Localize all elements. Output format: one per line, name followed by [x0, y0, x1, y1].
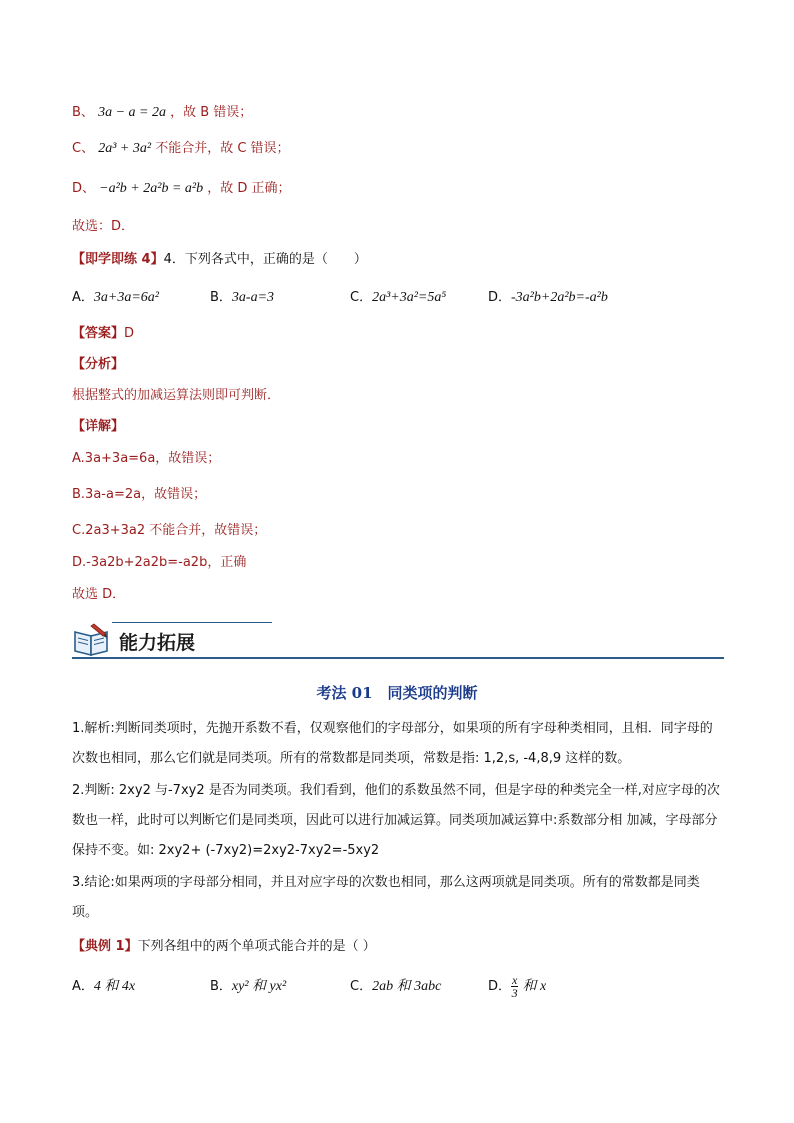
detail-line: B.3a-a=2a，故错误；	[72, 487, 207, 502]
detail-line: D.-3a2b+2a2b=-a2b，正确	[72, 555, 247, 570]
formula: 3a − a = 2a	[98, 105, 166, 120]
practice-tag: 【即学即练 4】	[72, 252, 164, 267]
verdict-text: 不能合并，故 C 错误；	[155, 141, 290, 156]
banner-rule	[72, 657, 724, 659]
example-text: 下列各组中的两个单项式能合并的是（ ）	[137, 939, 376, 954]
section-title: 考法 01 同类项的判断	[316, 684, 478, 702]
answer-select-2: 故选 D．	[72, 587, 126, 602]
option-letter: D、	[72, 181, 96, 196]
option-b: B．xy² 和 yx²	[210, 979, 287, 994]
section-banner	[72, 620, 724, 662]
option-a: A．3a+3a=6a²	[72, 290, 159, 305]
formula: −a²b + 2a²b = a²b	[99, 181, 204, 196]
example-options	[72, 974, 546, 999]
book-pen-icon	[72, 622, 112, 658]
answer-value: D	[124, 326, 135, 341]
option-c: C．2ab 和 3abc	[350, 979, 442, 994]
option-letter: B、	[72, 105, 94, 120]
practice-text: 4．下列各式中，正确的是（ ）	[163, 252, 367, 267]
detail-tag: 【详解】	[72, 419, 125, 434]
option-letter: C、	[72, 141, 95, 156]
option-d: D．-3a²b+2a²b=-a²b	[488, 290, 608, 305]
formula: 2a³ + 3a²	[98, 141, 152, 156]
solution-c	[72, 140, 290, 158]
answer-select-1: 故选：D．	[72, 219, 135, 234]
practice-options	[72, 289, 608, 307]
verdict-text: ，故 B 错误；	[170, 105, 253, 120]
banner-top-rule	[112, 622, 272, 623]
fraction: $\frac{x}{3}$	[511, 973, 518, 1000]
answer-tag: 【答案】	[72, 326, 125, 341]
answer-line	[72, 325, 134, 343]
detail-line: C.2a3+3a2 不能合并，故错误；	[72, 523, 267, 538]
option-d: D． $\frac{x}{3}$ 和 x	[488, 973, 547, 1000]
practice-question	[72, 251, 367, 269]
example-question	[72, 938, 376, 956]
detail-line: A.3a+3a=6a，故错误；	[72, 451, 221, 466]
analysis-text: 根据整式的加减运算法则即可判断．	[72, 388, 281, 403]
paragraph-3: 3.结论:如果两项的字母部分相同，并且对应字母的次数也相同，那么这两项就是同类项。所有的常数都是同类项。	[72, 875, 700, 920]
option-c: C．2a³+3a²=5a⁵	[350, 290, 447, 305]
banner-title: 能力拓展	[119, 632, 196, 654]
solution-d	[72, 180, 291, 198]
option-a: A．4 和 4x	[72, 979, 136, 994]
paragraph-2: 2.判断: 2xy2 与-7xy2 是否为同类项。我们看到，他们的系数虽然不同，但是字母的种类完全一样,对应字母的次数也一样，此时可以判断它们是同类项，因此可以进行加减运算。同类项加减运算中:系数部分相 加减，字母部分保持不变。如: 2xy2+ (-7xy2)=2xy2-7xy2=-5xy2	[72, 783, 720, 858]
analysis-tag: 【分析】	[72, 357, 125, 372]
solution-b	[72, 104, 252, 122]
option-b: B．3a-a=3	[210, 290, 275, 305]
paragraph-1: 1.解析:判断同类项时，先抛开系数不看，仅观察他们的字母部分，如果项的所有字母种类相同，且相．同字母的次数也相同，那么它们就是同类项。所有的常数都是同类项，常数是指: 1,2,s, -4,8,9 这样的数。	[72, 721, 713, 766]
example-tag: 【典例 1】	[72, 939, 138, 954]
verdict-text: ，故 D 正确；	[207, 181, 291, 196]
